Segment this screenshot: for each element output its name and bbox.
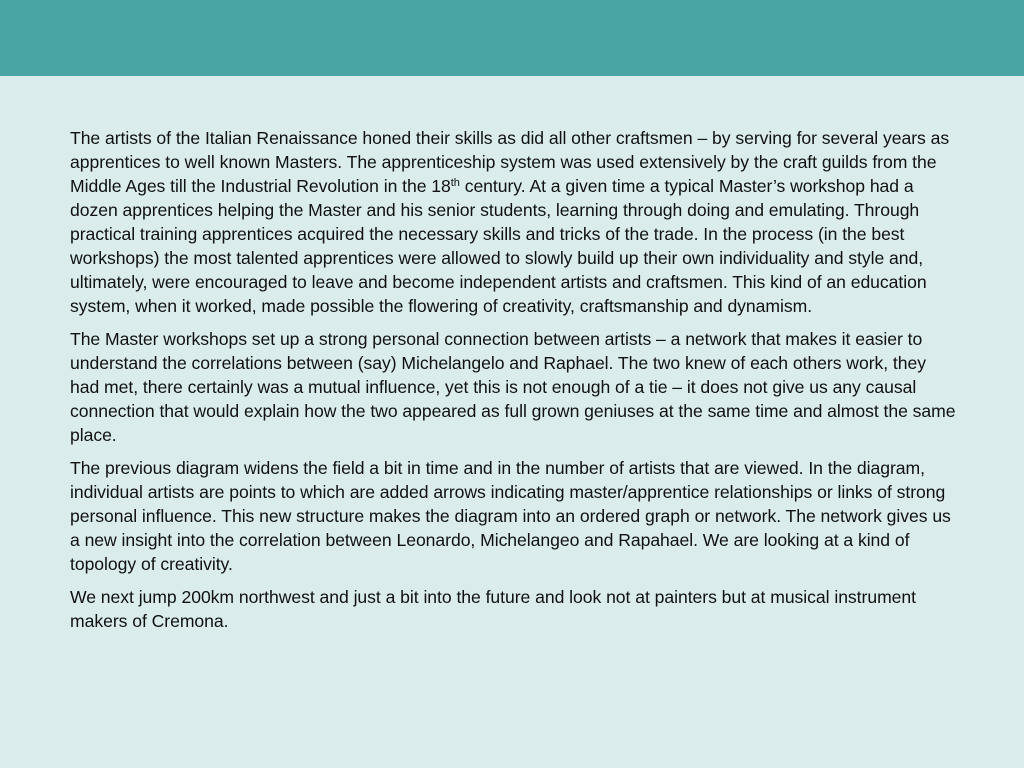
slide-body bbox=[70, 126, 960, 642]
paragraph-apprenticeship bbox=[70, 126, 960, 318]
paragraph-cremona: We next jump 200km northwest and just a bit into the future and look not at painters but at musical instrument makers of Cremona. bbox=[70, 587, 916, 631]
paragraph-text-before-superscript: The artists of the Italian Renaissance honed their skills as did all other craftsmen – by serving for several years as apprentices to well known Masters. The apprenticeship system was used extensively by the craft guilds from the Middle Ages till the Industrial Revolution in the 18 bbox=[70, 128, 950, 196]
paragraph-previous-diagram: The previous diagram widens the field a bit in time and in the number of artists that are viewed. In the diagram, individual artists are points to which are added arrows indicating master/apprentice relationships or links of strong personal influence. This new structure makes the diagram into an ordered graph or network. The network gives us a new insight into the correlation between Leonardo, Michelangeo and Rapahael. We are looking at a kind of topology of creativity. bbox=[70, 458, 951, 574]
paragraph-master-workshops: The Master workshops set up a strong personal connection between artists – a network that makes it easier to understand the correlations between (say) Michelangelo and Raphael. The two knew of each others work, they had met, there certainly was a mutual influence, yet this is not enough of a tie – it does not give us any causal connection that would explain how the two appeared as full grown geniuses at the same time and almost the same place. bbox=[70, 329, 956, 445]
paragraph-text-after-superscript: century. At a given time a typical Master’s workshop had a dozen apprentices helping the Master and his senior students, learning through doing and emulating. Through practical training apprentices acquired the necessary skills and tricks of the trade. In the process (in the best workshops) the most talented apprentices were allowed to slowly build up their own individuality and style and, ultimately, were encouraged to leave and become independent artists and craftsmen. This kind of an education system, when it worked, made possible the flowering of creativity, craftsmanship and dynamism. bbox=[70, 176, 927, 316]
ordinal-superscript: th bbox=[450, 176, 460, 189]
header-band bbox=[0, 0, 1024, 76]
